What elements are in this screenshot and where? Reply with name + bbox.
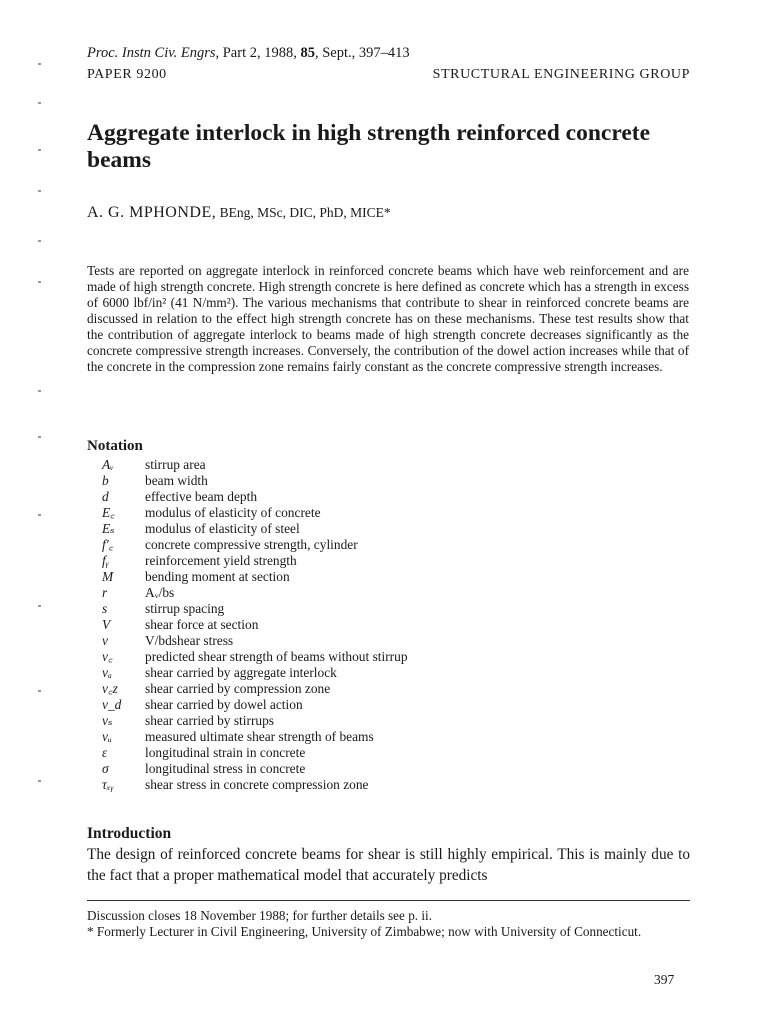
notation-definition: modulus of elasticity of steel (145, 521, 300, 536)
notation-row (87, 681, 607, 697)
notation-definition: bending moment at section (145, 569, 290, 584)
notation-definition: shear force at section (145, 617, 259, 632)
footnote-divider (87, 900, 690, 901)
journal-citation (87, 45, 410, 62)
notation-symbol: v꜀ (102, 649, 113, 664)
notation-row (87, 777, 607, 793)
notation-symbol: vₛ (102, 713, 113, 728)
notation-definition: concrete compressive strength, cylinder (145, 537, 358, 552)
notation-symbol: b (102, 473, 109, 488)
notation-symbol: vₐ (102, 665, 112, 680)
notation-definition: shear stress in concrete compression zone (145, 777, 369, 792)
group-name: STRUCTURAL ENGINEERING GROUP (432, 67, 690, 82)
notation-symbol: r (102, 585, 108, 600)
notation-symbol: s (102, 601, 108, 616)
notation-row (87, 713, 607, 729)
page-number: 397 (654, 972, 675, 987)
notation-definition: stirrup area (145, 457, 206, 472)
notation-symbol: f′꜀ (102, 537, 114, 552)
journal-name: Proc. Instn Civ. Engrs (87, 45, 216, 61)
notation-symbol: v꜀z (102, 681, 118, 696)
notation-definition: measured ultimate shear strength of beams (145, 729, 374, 744)
notation-symbol: fᵧ (102, 553, 109, 568)
notation-definition: Aᵥ/bs (145, 585, 175, 600)
notation-symbol: σ (102, 761, 109, 776)
notation-row (87, 601, 607, 617)
notation-definition: longitudinal stress in concrete (145, 761, 306, 776)
notation-symbol: E꜀ (102, 505, 115, 520)
journal-part: , Part 2, 1988, (215, 45, 301, 61)
notation-row (87, 537, 607, 553)
notation-row (87, 473, 607, 489)
notation-symbol: Aᵥ (102, 457, 114, 472)
notation-symbol: V (102, 617, 111, 632)
paper-header (87, 67, 690, 83)
affiliation-note: * Formerly Lecturer in Civil Engineering, University of Zimbabwe; now with University of Connecticut. (87, 924, 642, 939)
notation-row (87, 729, 607, 745)
notation-row (87, 697, 607, 713)
footnotes (87, 908, 690, 940)
notation-heading: Notation (87, 438, 143, 454)
notation-row (87, 665, 607, 681)
notation-row (87, 457, 607, 473)
notation-symbol: v (102, 633, 108, 648)
paper-title: Aggregate interlock in high strength reinforced concrete beams (87, 120, 651, 173)
notation-row (87, 761, 607, 777)
notation-definition: V/bdshear stress (145, 633, 234, 648)
paper-number: PAPER 9200 (87, 67, 167, 82)
author-line (87, 204, 391, 222)
notation-definition: reinforcement yield strength (145, 553, 297, 568)
notation-definition: modulus of elasticity of concrete (145, 505, 321, 520)
notation-definition: beam width (145, 473, 208, 488)
author-name: A. G. MPHONDE, (87, 204, 217, 221)
journal-pages: , Sept., 397–413 (314, 45, 410, 61)
notation-row (87, 633, 607, 649)
notation-definition: shear carried by aggregate interlock (145, 665, 337, 680)
notation-definition: shear carried by dowel action (145, 697, 303, 712)
author-credentials: BEng, MSc, DIC, PhD, MICE* (216, 205, 391, 220)
notation-symbol: M (102, 569, 114, 584)
notation-definition: effective beam depth (145, 489, 258, 504)
notation-definition: stirrup spacing (145, 601, 225, 616)
notation-list (87, 457, 607, 793)
notation-symbol: v_d (102, 697, 122, 712)
notation-symbol: vᵤ (102, 729, 112, 744)
notation-definition: longitudinal strain in concrete (145, 745, 306, 760)
notation-symbol: ε (102, 745, 108, 760)
journal-volume: 85 (300, 45, 315, 61)
introduction-heading: Introduction (87, 825, 172, 842)
notation-row (87, 569, 607, 585)
notation-row (87, 505, 607, 521)
notation-row (87, 585, 607, 601)
notation-row (87, 649, 607, 665)
notation-definition: shear carried by compression zone (145, 681, 331, 696)
notation-row (87, 553, 607, 569)
introduction-text: The design of reinforced concrete beams for shear is still highly empirical. This is mainly due to the fact that a proper mathematical model that accurately predicts (87, 846, 690, 884)
notation-definition: predicted shear strength of beams without stirrup (145, 649, 408, 664)
discussion-note: Discussion closes 18 November 1988; for further details see p. ii. (87, 908, 432, 923)
notation-symbol: Eₛ (102, 521, 115, 536)
abstract: Tests are reported on aggregate interlock in reinforced concrete beams which have web reinforcement and are made of high strength concrete. High strength concrete is here defined as concrete which has a strength in excess of 6000 lbf/in² (41 N/mm²). The various mechanisms that contribute to shear in reinforced concrete beams are discussed in relation to the effect high strength concrete has on these mechanisms. These test results show that the contribution of aggregate interlock to beams made of high strength concrete decreases significantly as the concrete compressive strength increases. Conversely, the contribution of the dowel action increases while that of the concrete in the compression zone remains fairly constant as the concrete compressive strength increases. (87, 263, 689, 374)
notation-symbol: τₓᵧ (102, 777, 114, 792)
notation-row (87, 745, 607, 761)
notation-definition: shear carried by stirrups (145, 713, 275, 728)
notation-row (87, 617, 607, 633)
notation-symbol: d (102, 489, 109, 504)
notation-row (87, 489, 607, 505)
notation-row (87, 521, 607, 537)
